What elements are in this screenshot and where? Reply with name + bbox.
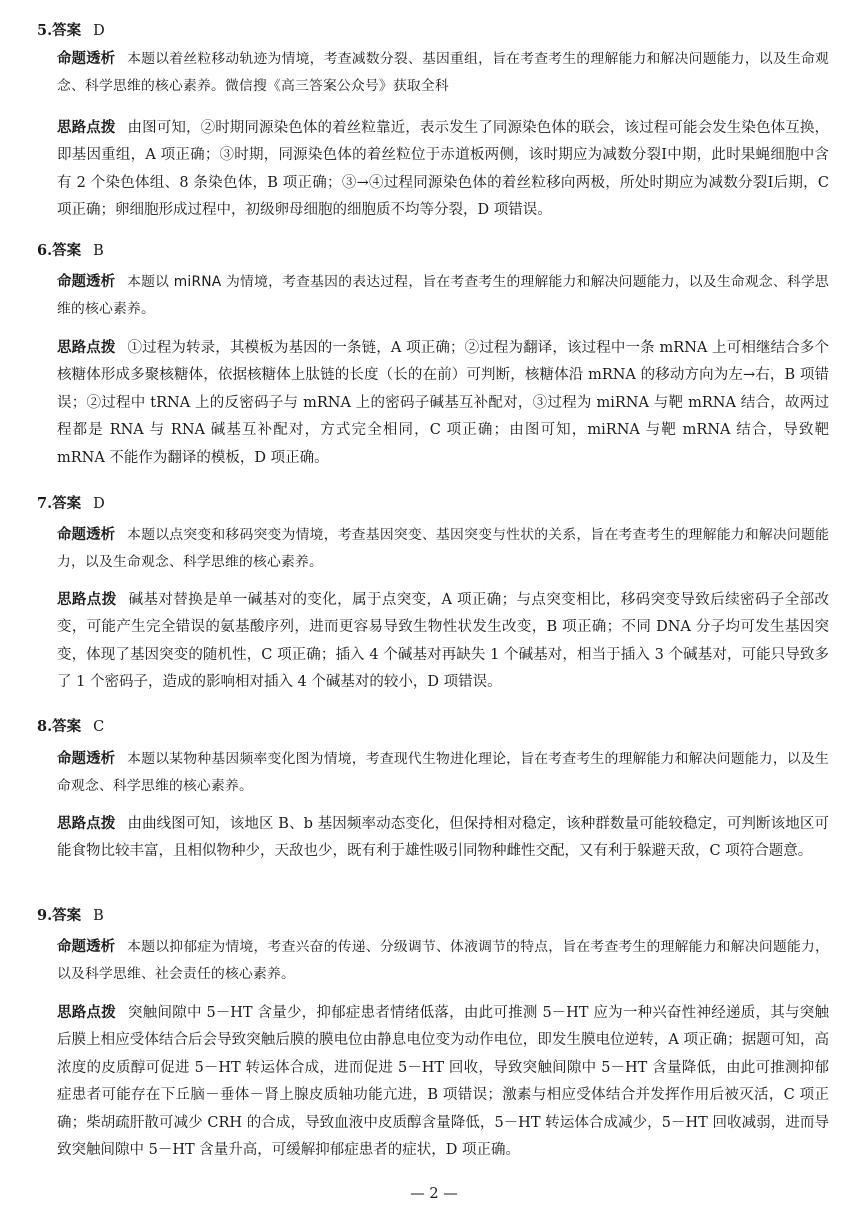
question-number: 8.	[37, 718, 53, 735]
question-number: 9.	[37, 907, 53, 924]
question-9-header	[37, 906, 104, 926]
analysis-label: 命题透析	[57, 938, 116, 955]
answer-label: 答案	[52, 907, 82, 924]
question-9-analysis	[57, 933, 829, 989]
reasoning-text: 由图可知，②时期同源染色体的着丝粒靠近，表示发生了同源染色体的联会，该过程可能会发生染色体互换，即基因重组，A 项正确；③时期，同源染色体的着丝粒位于赤道板两侧，该时期应为减数分裂Ⅰ中期，此时果蝇细胞中含有 2 个染色体组、8 条染色体，B 项正确；③→④过程同源染色体的着丝粒移向两极，所处时期应为减数分裂Ⅰ后期，C 项正确；卵细胞形成过程中，初级卵母细胞的细胞质不均等分裂，D 项错误。	[57, 120, 830, 219]
reasoning-label: 思路点拨	[57, 815, 116, 832]
question-9-reasoning	[57, 999, 829, 1164]
analysis-text: 本题以点突变和移码突变为情境，考查基因突变、基因突变与性状的关系，旨在考查考生的理解能力和解决问题能力，以及生命观念、科学思维的核心素养。	[57, 527, 830, 571]
answer-value: B	[93, 243, 104, 259]
reasoning-text: 碱基对替换是单一碱基对的变化，属于点突变，A 项正确；与点突变相比，移码突变导致后续密码子全部改变，可能产生完全错误的氨基酸序列，进而更容易导致生物性状发生改变，B 项正确；不同 DNA 分子均可发生基因突变，体现了基因突变的随机性，C 项正确；插入 4 个碱基对再缺失 1 个碱基对，相当于插入 3 个碱基对，可能只导致多了 1 个密码子，造成的影响相对插入 4 个碱基对的较小，D 项错误。	[57, 592, 829, 691]
answer-label: 答案	[52, 495, 82, 512]
reasoning-text: ①过程为转录，其模板为基因的一条链，A 项正确；②过程为翻译，该过程中一条 mRNA 上可相继结合多个核糖体形成多聚核糖体，依据核糖体上肽链的长度（长的在前）可判断，核糖体沿 mRNA 的移动方向为左→右，B 项错误；②过程中 tRNA 上的反密码子与 mRNA 上的密码子碱基互补配对，③过程为 miRNA 与靶 mRNA 结合，故两过程都是 RNA 与 RNA 碱基互补配对，方式完全相同，C 项正确；由图可知，miRNA 与靶 mRNA 结合，导致靶 mRNA 不能作为翻译的模板，D 项正确。	[57, 340, 830, 466]
question-8-reasoning	[57, 810, 829, 866]
question-8-header	[37, 717, 104, 737]
analysis-text: 本题以抑郁症为情境，考查兴奋的传递、分级调节、体液调节的特点，旨在考查考生的理解能力和解决问题能力，以及科学思维、社会责任的核心素养。	[57, 939, 830, 983]
analysis-label: 命题透析	[57, 750, 116, 767]
question-6-header	[37, 241, 104, 261]
analysis-text: 本题以某物种基因频率变化图为情境，考查现代生物进化理论，旨在考查考生的理解能力和解决问题能力，以及生命观念、科学思维的核心素养。	[57, 751, 830, 795]
answer-label: 答案	[52, 22, 82, 39]
question-number: 5.	[37, 22, 53, 39]
reasoning-label: 思路点拨	[57, 119, 116, 136]
question-8-analysis	[57, 745, 829, 801]
question-6-analysis	[57, 268, 829, 324]
reasoning-label: 思路点拨	[57, 591, 117, 608]
question-7-header	[37, 494, 105, 514]
question-number: 7.	[37, 495, 53, 512]
analysis-text: 本题以 miRNA 为情境，考查基因的表达过程，旨在考查考生的理解能力和解决问题能力，以及生命观念、科学思维的核心素养。	[57, 274, 829, 318]
question-5-analysis	[57, 45, 829, 101]
question-5-reasoning	[57, 114, 829, 225]
answer-label: 答案	[52, 242, 82, 259]
question-7-reasoning	[57, 586, 829, 697]
answer-value: D	[93, 23, 105, 39]
answer-value: C	[93, 719, 105, 735]
reasoning-text: 由曲线图可知，该地区 B、b 基因频率动态变化，但保持相对稳定，该种群数量可能较稳定，可判断该地区可能食物比较丰富，且相似物种少，天敌也少，既有利于雄性吸引同物种雌性交配，又有利于躲避天敌，C 项符合题意。	[57, 816, 829, 860]
answer-label: 答案	[52, 718, 82, 735]
reasoning-label: 思路点拨	[57, 339, 116, 356]
reasoning-text: 突触间隙中 5－HT 含量少，抑郁症患者情绪低落，由此可推测 5－HT 应为一种兴奋性神经递质，其与突触后膜上相应受体结合后会导致突触后膜的膜电位由静息电位变为动作电位，即发生膜电位逆转，A 项正确；据题可知，高浓度的皮质醇可促进 5－HT 转运体合成，进而促进 5－HT 回收，导致突触间隙中 5－HT 含量降低，由此可推测抑郁症患者可能存在下丘脑－垂体－肾上腺皮质轴功能亢进，B 项错误；激素与相应受体结合并发挥作用后被灭活，C 项正确；柴胡疏肝散可减少 CRH 的合成，导致血液中皮质醇含量降低，5－HT 转运体合成减少，5－HT 回收减弱，进而导致突触间隙中 5－HT 含量升高，可缓解抑郁症患者的症状，D 项正确。	[57, 1005, 829, 1159]
question-5-header	[37, 21, 105, 41]
question-number: 6.	[37, 242, 53, 259]
analysis-label: 命题透析	[57, 273, 116, 290]
reasoning-label: 思路点拨	[57, 1004, 116, 1021]
answer-value: B	[93, 908, 104, 924]
analysis-label: 命题透析	[57, 50, 116, 67]
answer-value: D	[93, 496, 105, 512]
analysis-text: 本题以着丝粒移动轨迹为情境，考查减数分裂、基因重组，旨在考查考生的理解能力和解决问题能力，以及生命观念、科学思维的核心素养。微信搜《高三答案公众号》获取全科	[57, 51, 830, 95]
question-6-reasoning	[57, 334, 829, 472]
question-7-analysis	[57, 521, 829, 577]
analysis-label: 命题透析	[57, 526, 116, 543]
page-number: — 2 —	[410, 1186, 458, 1202]
